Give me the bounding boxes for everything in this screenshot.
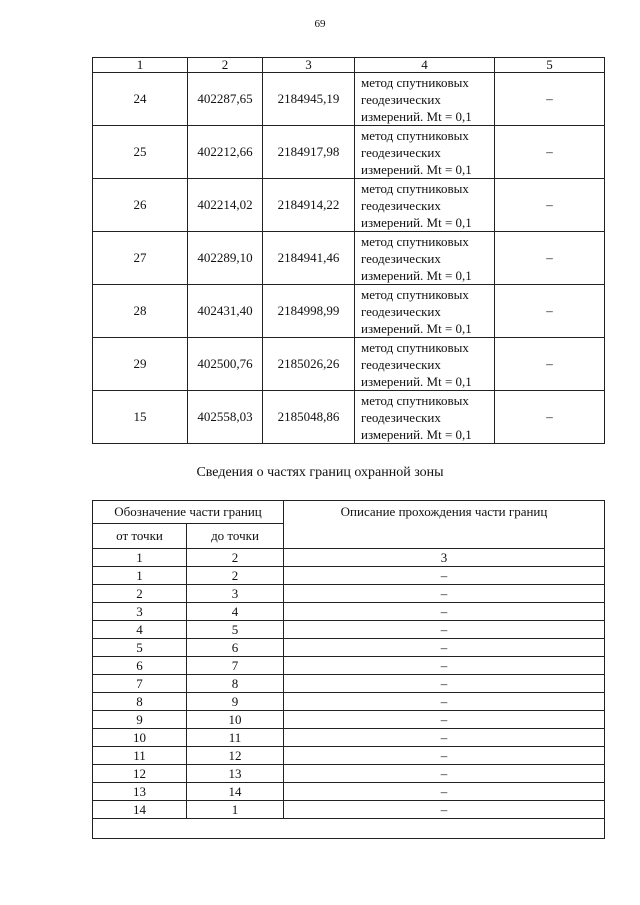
from-point: 4: [93, 621, 187, 639]
method-line: геодезических: [361, 303, 441, 319]
x-coordinate: 402214,02: [188, 179, 263, 232]
method-line: метод спутниковых: [361, 392, 469, 408]
column-index: 3: [263, 58, 355, 73]
x-coordinate: 402500,76: [188, 338, 263, 391]
to-point: 11: [187, 729, 284, 747]
method-description: [355, 179, 495, 232]
from-point: 2: [93, 585, 187, 603]
boundary-part-row: [93, 783, 605, 801]
coordinates-table: [92, 57, 605, 444]
y-coordinate: 2184941,46: [263, 232, 355, 285]
method-line: метод спутниковых: [361, 233, 469, 249]
to-point: 7: [187, 657, 284, 675]
method-description: [355, 73, 495, 126]
part-description: –: [284, 639, 605, 657]
coordinates-header-row: [93, 58, 605, 73]
method-line: геодезических: [361, 197, 441, 213]
method-line: геодезических: [361, 144, 441, 160]
method-line: метод спутниковых: [361, 286, 469, 302]
x-coordinate: 402212,66: [188, 126, 263, 179]
boundary-part-row: [93, 567, 605, 585]
part-description: –: [284, 585, 605, 603]
part-description: –: [284, 675, 605, 693]
parts-header-row: [93, 501, 605, 524]
part-description: –: [284, 801, 605, 819]
method-line: геодезических: [361, 250, 441, 266]
coordinate-row: [93, 126, 605, 179]
to-point: 4: [187, 603, 284, 621]
y-coordinate: 2185026,26: [263, 338, 355, 391]
coordinate-row: [93, 285, 605, 338]
y-coordinate: 2184914,22: [263, 179, 355, 232]
boundary-part-row: [93, 711, 605, 729]
y-coordinate: 2184917,98: [263, 126, 355, 179]
x-coordinate: 402558,03: [188, 391, 263, 444]
method-line: измерений. Mt = 0,1: [361, 426, 472, 442]
to-point-header: до точки: [187, 524, 284, 549]
method-line: метод спутниковых: [361, 180, 469, 196]
from-point: 10: [93, 729, 187, 747]
section-title: Сведения о частях границ охранной зоны: [196, 465, 444, 480]
boundary-part-row: [93, 639, 605, 657]
method-line: измерений. Mt = 0,1: [361, 320, 472, 336]
x-coordinate: 402289,10: [188, 232, 263, 285]
boundary-part-row: [93, 801, 605, 819]
note: –: [495, 391, 605, 444]
from-point: 9: [93, 711, 187, 729]
point-number: 24: [93, 73, 188, 126]
method-line: метод спутниковых: [361, 127, 469, 143]
note: –: [495, 73, 605, 126]
method-line: измерений. Mt = 0,1: [361, 214, 472, 230]
boundary-parts-table: [92, 500, 605, 839]
method-line: метод спутниковых: [361, 74, 469, 90]
column-index: 5: [495, 58, 605, 73]
from-point: 8: [93, 693, 187, 711]
part-description: –: [284, 567, 605, 585]
method-description: [355, 338, 495, 391]
column-index: 2: [188, 58, 263, 73]
part-description: –: [284, 711, 605, 729]
note: –: [495, 285, 605, 338]
to-point: 5: [187, 621, 284, 639]
to-point: 12: [187, 747, 284, 765]
point-number: 27: [93, 232, 188, 285]
method-line: геодезических: [361, 91, 441, 107]
x-coordinate: 402287,65: [188, 73, 263, 126]
column-index: 4: [355, 58, 495, 73]
to-point: 14: [187, 783, 284, 801]
method-line: измерений. Mt = 0,1: [361, 373, 472, 389]
from-point: 1: [93, 567, 187, 585]
boundary-part-row: [93, 675, 605, 693]
boundary-part-row: [93, 729, 605, 747]
from-point: 14: [93, 801, 187, 819]
boundary-part-row: [93, 603, 605, 621]
method-description: [355, 232, 495, 285]
part-description: –: [284, 657, 605, 675]
part-description: –: [284, 693, 605, 711]
method-line: измерений. Mt = 0,1: [361, 108, 472, 124]
boundary-part-row: [93, 585, 605, 603]
y-coordinate: 2184945,19: [263, 73, 355, 126]
empty-row: [93, 819, 605, 839]
method-line: измерений. Mt = 0,1: [361, 267, 472, 283]
method-line: метод спутниковых: [361, 339, 469, 355]
method-description: [355, 285, 495, 338]
column-index: 3: [284, 549, 605, 567]
description-header: Описание прохождения части границ: [284, 501, 605, 549]
from-point: 13: [93, 783, 187, 801]
to-point: 9: [187, 693, 284, 711]
note: –: [495, 126, 605, 179]
method-description: [355, 126, 495, 179]
method-line: геодезических: [361, 409, 441, 425]
point-number: 29: [93, 338, 188, 391]
from-point: 12: [93, 765, 187, 783]
to-point: 2: [187, 567, 284, 585]
coordinate-row: [93, 179, 605, 232]
coordinate-row: [93, 232, 605, 285]
part-description: –: [284, 747, 605, 765]
x-coordinate: 402431,40: [188, 285, 263, 338]
method-description: [355, 391, 495, 444]
boundary-part-row: [93, 657, 605, 675]
to-point: 13: [187, 765, 284, 783]
method-line: измерений. Mt = 0,1: [361, 161, 472, 177]
from-point: 6: [93, 657, 187, 675]
page-number: 69: [314, 18, 326, 30]
from-point: 3: [93, 603, 187, 621]
from-point-header: от точки: [93, 524, 187, 549]
parts-index-row: [93, 549, 605, 567]
y-coordinate: 2184998,99: [263, 285, 355, 338]
point-number: 15: [93, 391, 188, 444]
point-number: 28: [93, 285, 188, 338]
from-point: 5: [93, 639, 187, 657]
note: –: [495, 338, 605, 391]
group-header: Обозначение части границ: [93, 501, 284, 524]
part-description: –: [284, 603, 605, 621]
from-point: 11: [93, 747, 187, 765]
column-index: 2: [187, 549, 284, 567]
column-index: 1: [93, 549, 187, 567]
point-number: 26: [93, 179, 188, 232]
boundary-part-row: [93, 621, 605, 639]
to-point: 6: [187, 639, 284, 657]
part-description: –: [284, 621, 605, 639]
to-point: 10: [187, 711, 284, 729]
to-point: 1: [187, 801, 284, 819]
coordinate-row: [93, 391, 605, 444]
part-description: –: [284, 765, 605, 783]
empty-cell: [93, 819, 605, 839]
y-coordinate: 2185048,86: [263, 391, 355, 444]
part-description: –: [284, 783, 605, 801]
coordinate-row: [93, 338, 605, 391]
note: –: [495, 179, 605, 232]
to-point: 8: [187, 675, 284, 693]
coordinate-row: [93, 73, 605, 126]
to-point: 3: [187, 585, 284, 603]
from-point: 7: [93, 675, 187, 693]
boundary-part-row: [93, 765, 605, 783]
boundary-part-row: [93, 693, 605, 711]
boundary-part-row: [93, 747, 605, 765]
method-line: геодезических: [361, 356, 441, 372]
column-index: 1: [93, 58, 188, 73]
note: –: [495, 232, 605, 285]
point-number: 25: [93, 126, 188, 179]
part-description: –: [284, 729, 605, 747]
